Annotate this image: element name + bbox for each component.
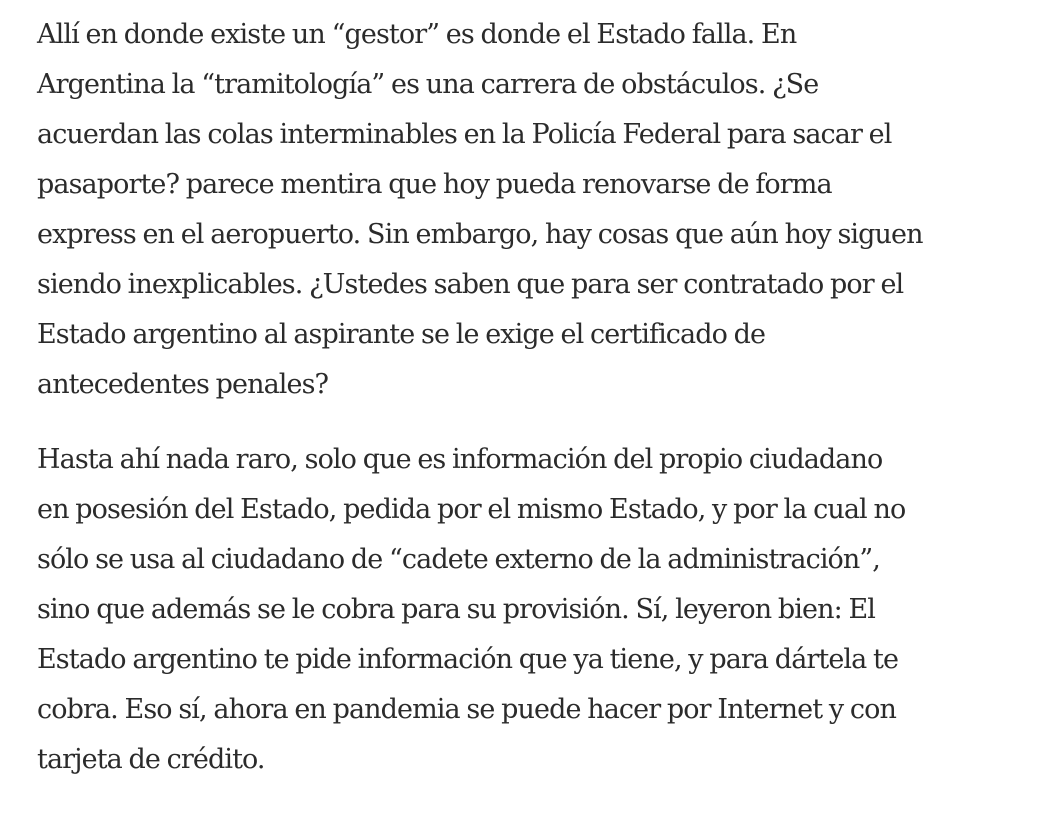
text-line: en posesión del Estado, pedida por el mismo Estado, y por la cual no: [37, 494, 906, 525]
paragraph-1: [37, 10, 1037, 410]
text-line: acuerdan las colas interminables en la Policía Federal para sacar el: [37, 119, 892, 150]
paragraph-2: [37, 435, 1037, 785]
text-line: Argentina la “tramitología” es una carrera de obstáculos. ¿Se: [37, 69, 819, 100]
text-line: tarjeta de crédito.: [37, 744, 265, 775]
text-line: Hasta ahí nada raro, solo que es información del propio ciudadano: [37, 444, 883, 475]
article-body: [37, 10, 1037, 785]
text-line: Estado argentino te pide información que ya tiene, y para dártela te: [37, 644, 899, 675]
text-line: sólo se usa al ciudadano de “cadete externo de la administración”,: [37, 544, 880, 575]
text-line: pasaporte? parece mentira que hoy pueda renovarse de forma: [37, 169, 832, 200]
text-line: siendo inexplicables. ¿Ustedes saben que para ser contratado por el: [37, 269, 904, 300]
text-line: antecedentes penales?: [37, 369, 329, 400]
text-line: Estado argentino al aspirante se le exige el certificado de: [37, 319, 766, 350]
text-line: Allí en donde existe un “gestor” es donde el Estado falla. En: [37, 19, 797, 50]
text-line: cobra. Eso sí, ahora en pandemia se puede hacer por Internet y con: [37, 694, 896, 725]
text-line: express en el aeropuerto. Sin embargo, hay cosas que aún hoy siguen: [37, 219, 923, 250]
text-line: sino que además se le cobra para su provisión. Sí, leyeron bien: El: [37, 594, 876, 625]
